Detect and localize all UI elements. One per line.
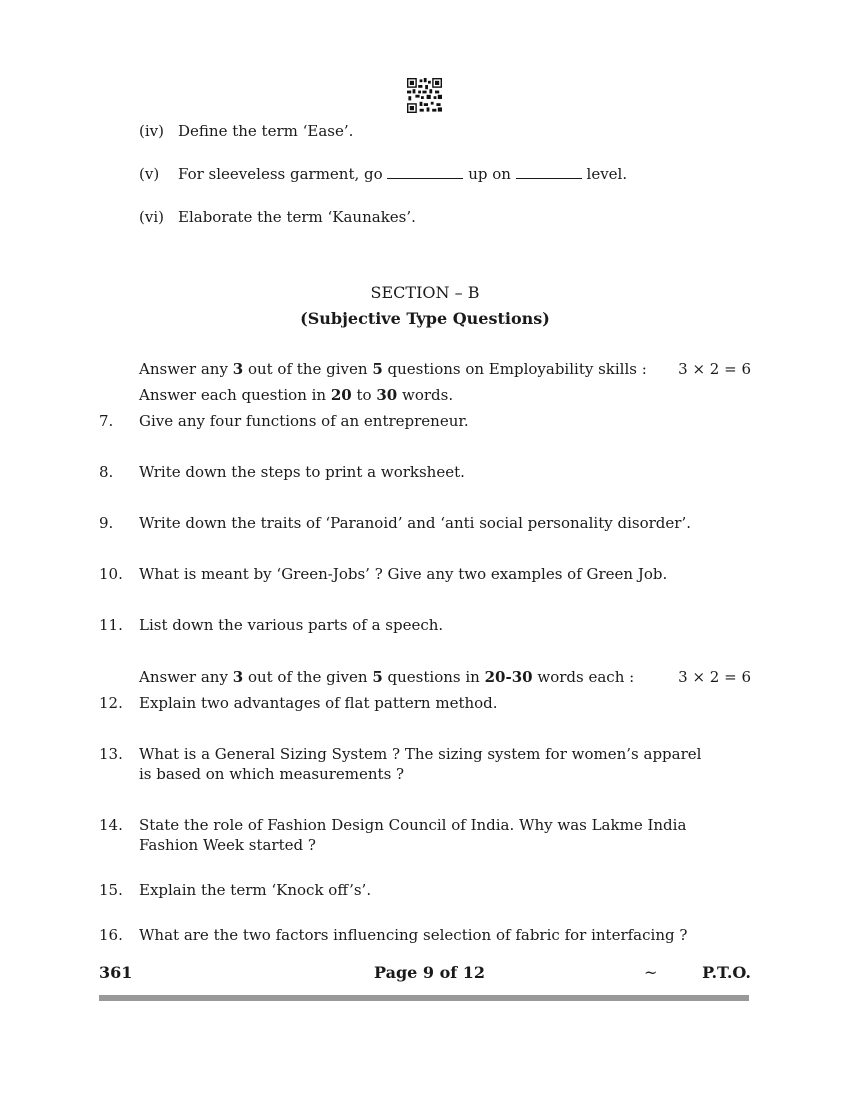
instruction-line-2 (139, 386, 453, 404)
instruction-part-2 (0, 668, 850, 688)
blank-text-after: level. (586, 165, 628, 183)
paper-code: 361 (99, 963, 133, 982)
total-count: 5 (372, 668, 383, 686)
qr-code-image (407, 78, 442, 113)
answer-count: 3 (232, 360, 244, 378)
question-number: 13. (99, 745, 123, 763)
question-number: 12. (99, 694, 123, 712)
subquestion-iv (0, 122, 850, 142)
subquestion-number: (vi) (139, 208, 164, 226)
section-subtitle: (Subjective Type Questions) (300, 309, 550, 328)
question-number: 14. (99, 816, 123, 834)
question-number: 15. (99, 881, 123, 899)
question-number: 10. (99, 565, 123, 583)
instruction-line-1 (139, 360, 647, 378)
subquestion-number: (v) (139, 165, 160, 183)
blank-text-before: For sleeveless garment, go (178, 165, 383, 183)
question-14 (0, 816, 850, 856)
question-text: Give any four functions of an entrepreneur. (139, 412, 469, 430)
question-text-line-2: is based on which measurements ? (139, 765, 405, 783)
page-footer (0, 963, 850, 983)
instruction-text: Answer each question in (139, 386, 327, 404)
answer-count: 3 (232, 668, 244, 686)
question-13 (0, 745, 850, 785)
answer-blank-1 (387, 166, 463, 179)
instruction-text: questions in (387, 668, 480, 686)
pto-label: P.T.O. (702, 963, 751, 982)
instruction-text: Answer any (139, 668, 228, 686)
question-text-line-1: What is a General Sizing System ? The sizing system for women’s apparel (139, 745, 702, 763)
instruction-text: out of the given (247, 668, 368, 686)
instruction-text: to (356, 386, 372, 404)
word-min: 20 (330, 386, 352, 404)
question-text: Write down the steps to print a worksheet. (139, 463, 465, 481)
subquestion-vi (0, 208, 850, 228)
question-12 (0, 694, 850, 714)
question-number: 11. (99, 616, 123, 634)
question-10 (0, 565, 850, 585)
question-16 (0, 926, 850, 946)
subquestion-fill-in-blank (178, 165, 627, 183)
instruction-text: questions on Employability skills : (387, 360, 647, 378)
instruction-text: Answer any (139, 360, 228, 378)
marks-allocation: 3 × 2 = 6 (678, 668, 751, 686)
footer-rule (99, 995, 749, 1001)
question-11 (0, 616, 850, 636)
question-15 (0, 881, 850, 901)
word-max: 30 (376, 386, 398, 404)
tilde-mark: ~ (644, 963, 658, 982)
question-7 (0, 412, 850, 432)
question-text: Write down the traits of ‘Paranoid’ and ‘anti social personality disorder’. (139, 514, 691, 532)
subquestion-number: (iv) (139, 122, 164, 140)
question-number: 7. (99, 412, 114, 430)
question-text: What is meant by ‘Green-Jobs’ ? Give any two examples of Green Job. (139, 565, 668, 583)
question-text-line-1: State the role of Fashion Design Council of India. Why was Lakme India (139, 816, 687, 834)
question-text: Explain the term ‘Knock off’s’. (139, 881, 372, 899)
word-range: 20-30 (484, 668, 533, 686)
subquestion-text: Define the term ‘Ease’. (178, 122, 354, 140)
question-8 (0, 463, 850, 483)
marks-allocation: 3 × 2 = 6 (678, 360, 751, 378)
section-title: SECTION – B (370, 283, 480, 302)
instruction-text: words. (402, 386, 454, 404)
instruction-employability (0, 360, 850, 380)
total-count: 5 (372, 360, 383, 378)
question-number: 8. (99, 463, 114, 481)
question-text: What are the two factors influencing selection of fabric for interfacing ? (139, 926, 688, 944)
question-number: 9. (99, 514, 114, 532)
instruction-word-limit (0, 386, 850, 406)
page-number: Page 9 of 12 (374, 963, 485, 982)
question-text: Explain two advantages of flat pattern method. (139, 694, 498, 712)
instruction-line (139, 668, 634, 686)
question-text-line-2: Fashion Week started ? (139, 836, 316, 854)
subquestion-v (0, 165, 850, 185)
instruction-text: out of the given (247, 360, 368, 378)
instruction-text: words each : (537, 668, 635, 686)
question-text: List down the various parts of a speech. (139, 616, 444, 634)
blank-text-middle: up on (468, 165, 511, 183)
question-9 (0, 514, 850, 534)
answer-blank-2 (516, 166, 582, 179)
question-number: 16. (99, 926, 123, 944)
subquestion-text: Elaborate the term ‘Kaunakes’. (178, 208, 416, 226)
